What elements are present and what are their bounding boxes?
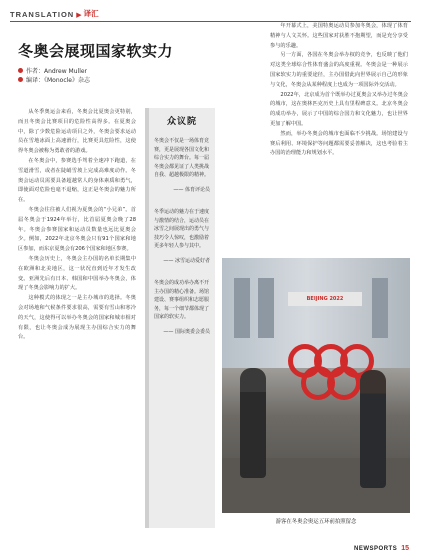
quote-sidebar xyxy=(145,108,215,528)
sidebar-signature: —— 国际奥委会委员 xyxy=(163,328,210,335)
sidebar-quote: 冬奥会的成功举办离不开主办国的精心准备。场馆建设、赛事组织和志愿服务，每一个细节都体现了国家的软实力。 xyxy=(154,279,210,321)
bullet-icon xyxy=(18,77,23,82)
sidebar-signature: —— 冰雪运动爱好者 xyxy=(163,257,210,264)
bullet-icon xyxy=(18,68,23,73)
window xyxy=(372,278,388,338)
paragraph: 2022年，北京成为首个既举办过夏奥会又举办过冬奥会的城市，这在奥林匹克历史上具有里程碑意义。北京冬奥会的成功举办，展示了中国的综合国力和文化魅力，也让世界更加了解中国。 xyxy=(270,91,408,127)
translator: 编译：《Monocle》杂志 xyxy=(26,77,90,84)
author-line xyxy=(18,66,87,75)
sidebar-signature: —— 体育评论员 xyxy=(173,186,210,193)
sidebar-quote: 冬季运动的魅力在于速度与激情的结合，运动员在冰雪之间展现出的勇气与技巧令人惊叹，也激励着更多年轻人参与其中。 xyxy=(154,208,210,250)
window xyxy=(258,278,274,338)
person-figure xyxy=(360,370,386,488)
article-title: 冬奥会展现国家软实力 xyxy=(18,42,174,60)
window xyxy=(234,278,250,338)
body-column-2 xyxy=(270,22,408,159)
paragraph: 然而，举办冬奥会的城市也面临不少挑战。场馆建设与赛后利用、环境保护等问题都需要妥善解决，这也考验着主办国的治理能力和规划水平。 xyxy=(270,130,408,157)
section-label-en: TRANSLATION xyxy=(10,10,75,19)
sidebar-title: 众议院 xyxy=(166,117,197,127)
person-figure xyxy=(240,368,266,478)
photo-caption: 游客在冬奥会奥运五环前拍照留念 xyxy=(275,519,357,525)
paragraph: 另一方面，各国在冬奥会举办权的竞争，也反映了他们对这类全球综合性体育盛会的高度重视。冬奥会是一种展示国家软实力的重要途径，主办国借此向世界展示自己的形象与文化，冬奥会从某种程度上也成为一项国际外交活动。 xyxy=(270,52,408,88)
paragraph: 在冬奥会中，参赛选手驾着全速冲下跑道，在雪道滑雪，或者在陡峭雪坡上完成高难度动作。冬奥会运动员需要具备超越常人的身体素质和勇气，即使面对危险也毫不退缩，这正是冬奥会的魅力所在。 xyxy=(18,157,136,204)
page-footer xyxy=(354,545,409,552)
paragraph: 冬奥会往往被人们视为夏奥会的“小兄弟”。首届冬奥会于1924年举行，比首届夏奥会晚了28年。冬奥会参赛国家和运动员数量也远比夏奥会少。例如，2022年北京冬奥会只有91个国家和地区参加，而东京夏奥会有206个国家和地区参赛。 xyxy=(18,206,136,253)
paragraph: 冬奥会历史上，冬奥会主办国的名单长期集中在欧洲和北美地区，这一状况直到近年才发生改变。亚洲先后有日本、韩国和中国举办冬奥会，体现了冬奥会影响力的扩大。 xyxy=(18,255,136,292)
section-header xyxy=(10,6,411,22)
body-column-1 xyxy=(18,108,136,343)
paragraph: 这种模式的体现之一是主办城市的选择。冬奥会对场地和气候条件要求很高，需要有雪山和寒冷的天气，这使得可以举办冬奥会的国家和城市相对有限，也让冬奥会成为展现主办国综合实力的舞台。 xyxy=(18,295,136,341)
section-label-cn: 译汇 xyxy=(83,9,99,18)
page-number: 15 xyxy=(401,545,409,552)
paragraph: 年开幕式上，美国特奥运动员参加冬奥会，体现了体育精神与人文关怀。这些国家对获胜不抱期望，而是充分享受参与的乐趣。 xyxy=(270,23,408,49)
olympic-rings-photo xyxy=(222,258,410,513)
sidebar-quote: 冬奥会不仅是一场体育竞赛，更是展现各国文化和综合实力的舞台。每一届冬奥会都见证了人类挑战自我、超越极限的精神。 xyxy=(154,138,210,179)
author: 作者：Andrew Muller xyxy=(26,68,88,75)
translator-line xyxy=(18,75,90,84)
paragraph: 从冬季奥运会来看，冬奥会比夏奥会更特别，而且冬奥会比赛项目的危险性高得多。在夏奥会中，除了少数危险运动项目之外，冬奥会要求运动员在雪地冰面上高速滑行，比赛更具危险性，这使得冬奥会被称为勇敢者的游戏。 xyxy=(18,109,136,155)
arrow-icon: ▶ xyxy=(76,11,82,19)
magazine-brand: NEWSPORTS xyxy=(354,545,398,552)
venue-sign: BEIJING 2022 xyxy=(288,292,362,306)
